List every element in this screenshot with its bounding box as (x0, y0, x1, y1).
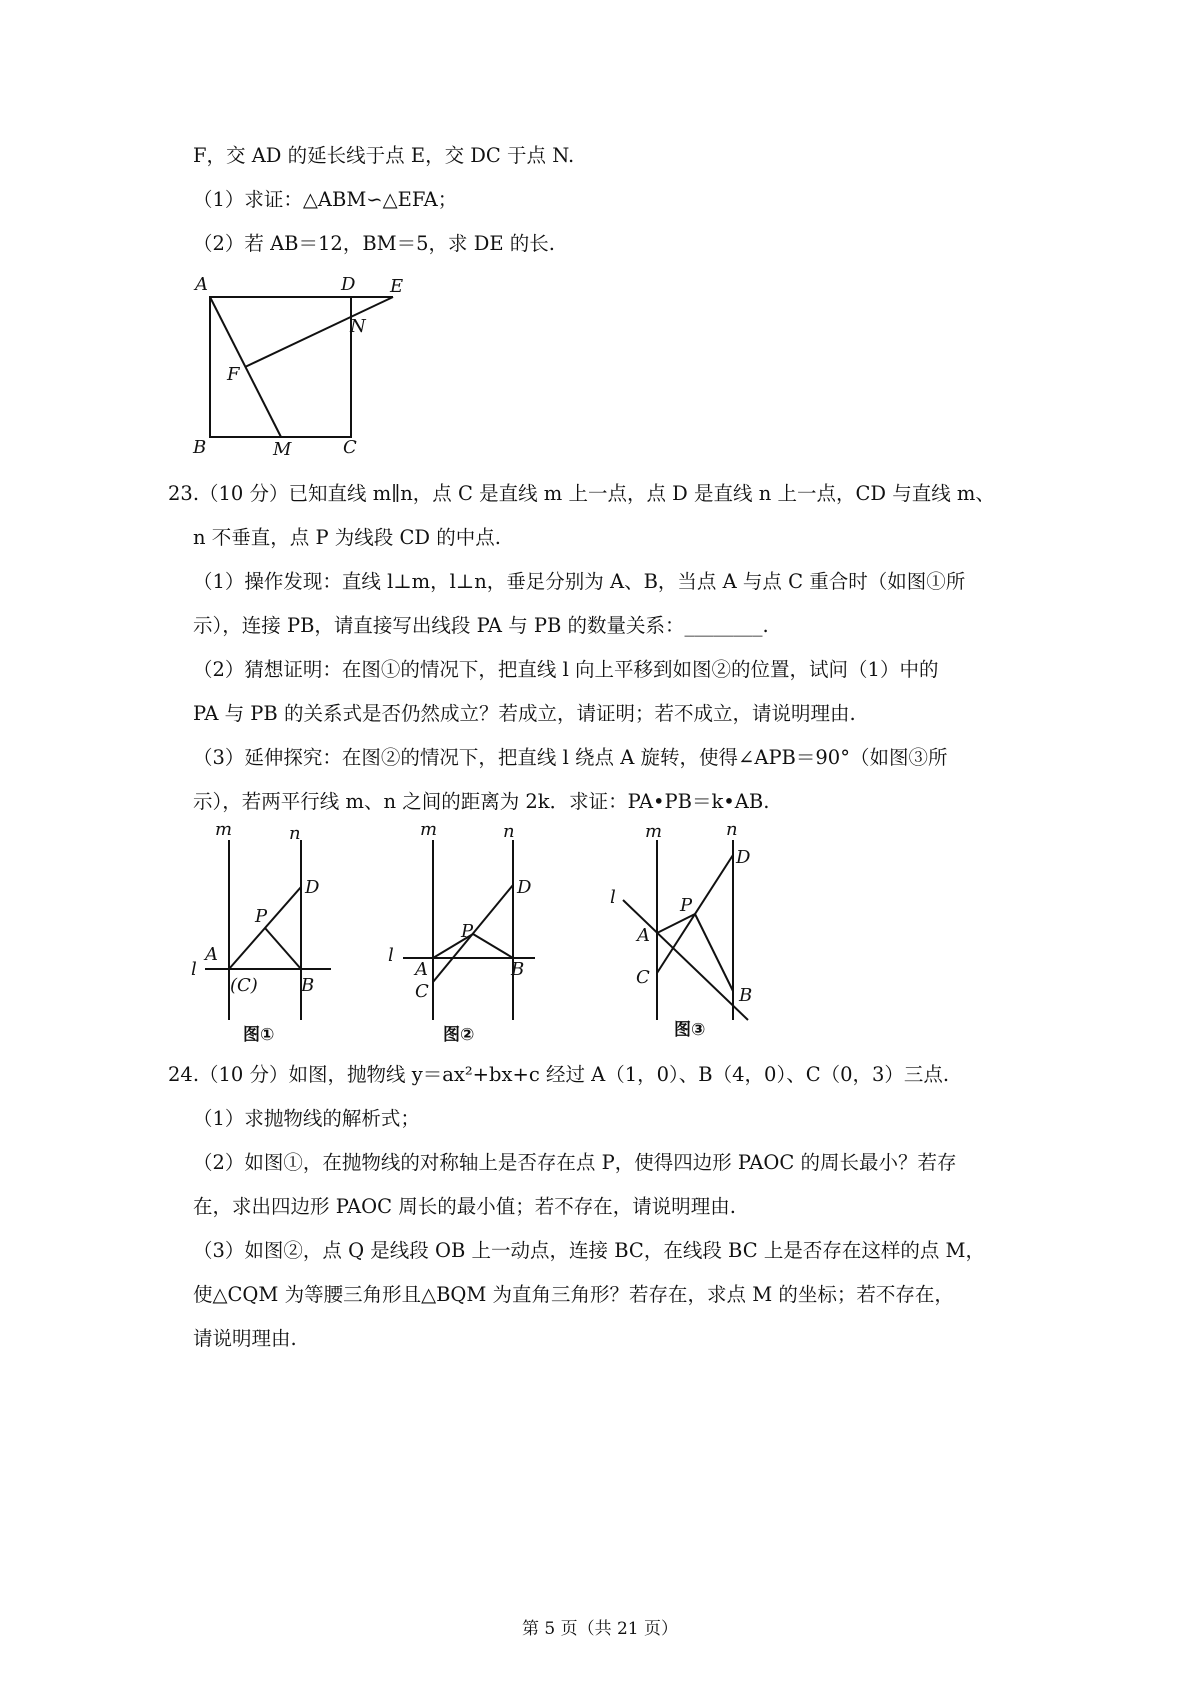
label-f: F (227, 364, 240, 385)
fig1-label-l: l (191, 959, 197, 980)
fig2-label-l: l (388, 945, 394, 966)
q23-figure-3 (600, 815, 770, 1045)
q23-part1a: （1）操作发现：直线 l⊥m，l⊥n，垂足分别为 A、B，当点 A 与点 C 重合时（如图①所 (193, 570, 966, 593)
label-n: N (350, 316, 366, 337)
fig2-label-p: P (461, 921, 474, 942)
label-a: A (195, 274, 208, 295)
fig1-label-c: (C) (230, 975, 258, 996)
q23-part2a: （2）猜想证明：在图①的情况下，把直线 l 向上平移到如图②的位置，试问（1）中的 (193, 658, 939, 681)
fig2-label-d: D (517, 877, 532, 898)
fig2-label-c: C (415, 981, 429, 1002)
page-number: 第 5 页（共 21 页） (521, 1619, 679, 1639)
q23-line1: 23.（10 分）已知直线 m∥n，点 C 是直线 m 上一点，点 D 是直线 n 上一点，CD 与直线 m、 (168, 482, 995, 505)
fig1-label-d: D (305, 877, 320, 898)
segment-pb (695, 914, 733, 991)
fig1-label-a: A (205, 944, 218, 965)
label-d: D (341, 274, 356, 295)
q23-part3a: （3）延伸探究：在图②的情况下，把直线 l 绕点 A 旋转，使得∠APB＝90°（如图③所 (193, 746, 948, 769)
fig3-label-l: l (610, 887, 616, 908)
segment-fe (245, 297, 393, 367)
segment-pb (265, 928, 301, 969)
q24-line1: 24.（10 分）如图，抛物线 y＝ax²+bx+c 经过 A（1，0）、B（4，0）、C（0，3）三点. (168, 1063, 950, 1086)
fig3-label-p: P (680, 895, 693, 916)
fig2-label-b: B (511, 959, 525, 980)
label-c: C (343, 437, 357, 458)
fig3-label-c: C (636, 967, 650, 988)
q24-part2a: （2）如图①，在抛物线的对称轴上是否存在点 P，使得四边形 PAOC 的周长最小？若存 (193, 1151, 957, 1174)
q24-part1: （1）求抛物线的解析式； (193, 1107, 420, 1130)
fig3-label-d: D (736, 847, 751, 868)
fig3-label-m: m (645, 821, 663, 842)
q24-part3a: （3）如图②，点 Q 是线段 OB 上一动点，连接 BC，在线段 BC 上是否存在这样的点 M， (193, 1239, 985, 1262)
label-e: E (390, 276, 404, 297)
fig2-label-m: m (420, 819, 438, 840)
label-b: B (193, 437, 207, 458)
fig1-label-b: B (301, 975, 315, 996)
q22-line-top: F，交 AD 的延长线于点 E，交 DC 于点 N. (193, 144, 575, 167)
fig3-label-b: B (739, 985, 753, 1006)
q22-part1: （1）求证：△ABM∽△EFA； (193, 188, 458, 211)
fig3-label-n: n (726, 819, 738, 840)
q22-square-figure (185, 270, 425, 465)
fig1-label-p: P (255, 906, 268, 927)
q23-line2: n 不垂直，点 P 为线段 CD 的中点. (193, 526, 501, 549)
q24-part2b: 在，求出四边形 PAOC 周长的最小值；若不存在，请说明理由. (193, 1195, 736, 1218)
fig1-caption: 图① (243, 1025, 275, 1045)
q23-part1b: 示），连接 PB，请直接写出线段 PA 与 PB 的数量关系：________. (193, 614, 769, 637)
fig1-label-m: m (215, 819, 233, 840)
fig2-caption: 图② (443, 1025, 475, 1045)
q23-figure-1 (185, 815, 345, 1050)
q24-part3c: 请说明理由. (193, 1327, 297, 1350)
q23-part3b: 示），若两平行线 m、n 之间的距离为 2k．求证：PA•PB＝k•AB. (193, 790, 770, 813)
q22-part2: （2）若 AB＝12，BM＝5，求 DE 的长. (193, 232, 555, 255)
label-m: M (273, 439, 292, 460)
q23-part2b: PA 与 PB 的关系式是否仍然成立？若成立，请证明；若不成立，请说明理由. (193, 702, 856, 725)
fig3-label-a: A (637, 925, 650, 946)
fig3-caption: 图③ (674, 1020, 706, 1040)
fig2-label-a: A (415, 959, 428, 980)
q24-part3b: 使△CQM 为等腰三角形且△BQM 为直角三角形？若存在，求点 M 的坐标；若不存在， (193, 1283, 954, 1306)
q23-figure-2 (385, 815, 550, 1050)
fig2-label-n: n (503, 821, 515, 842)
fig1-label-n: n (289, 823, 301, 844)
segment-pb (473, 934, 513, 958)
